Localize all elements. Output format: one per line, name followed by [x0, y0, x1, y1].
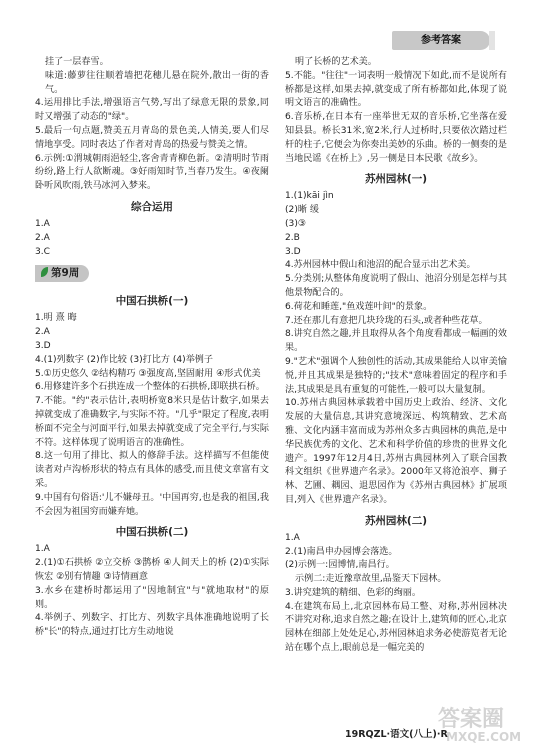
stone-bridge-1-answers	[35, 312, 269, 519]
answer-line: 6.示例:①渭城朝雨浥轻尘,客舍青青柳色新。②清明时节雨纷纷,路上行人欲断魂。③好雨知时节,当春乃发生。④夜阑卧听风吹雨,铁马冰河入梦来。	[35, 153, 269, 192]
badge-decoration	[489, 31, 495, 50]
answer-line: 味道:藤萝往往顺着墙把花穗儿悬在院外,散出一街的香气。	[45, 70, 269, 95]
answer-line: 3.讲究建筑的精细、色彩的绚丽。	[285, 587, 421, 598]
answer-line: 10.苏州古典园林承载着中国历史上政治、经济、文化发展的大量信息,其讲究意境深远、构筑精致、艺术高雅、文化内涵丰富而成为苏州众多古典园林的典范,是中华民族优秀的文化、艺术和科学价值的珍贵的世界文化遗产。1997年12月4日,苏州古典园林列入了联合国教科文组织《世界遗产名录》。2000年又将沧浪亭、狮子林、艺圃、耦园、退思园作为《苏州古典园林》扩展项目,列入《世界遗产名录》。	[285, 398, 507, 505]
answer-line: 1.明 熹 晦	[35, 313, 77, 324]
right-column	[285, 56, 507, 656]
answer-line: 1.A	[35, 218, 50, 229]
answer-line: 6.荷花和睡莲,"鱼戏莲叶间"的景象。	[285, 301, 433, 312]
answer-line: 2.(1)南昌申办园博会落选。	[285, 546, 398, 557]
answer-line: 9."艺术"强调个人独创性的活动,其成果能给人以审美愉悦,并且其成果是独特的;"技术"意味着固定的程序和手法,其成果是具有重复的可能性,一般可以大量复制。	[285, 356, 507, 395]
footer-code: 19RQZL·语文(八上)·R	[345, 729, 448, 740]
answer-line: 8.讲究自然之趣,并且取得从各个角度看都成一幅画的效果。	[285, 329, 507, 354]
answer-line: 5.分类别;从整体角度说明了假山、池沼分别是怎样与其他景物配合的。	[285, 274, 507, 298]
left-top-answers	[35, 56, 269, 194]
answer-line: 3.D	[285, 246, 301, 257]
answer-line: 1.A	[285, 532, 300, 543]
answer-key-badge: 参考答案	[392, 31, 490, 50]
answer-line: 5.不能。"往往"一词表明一般情况下如此,而不是说所有桥都是这样,如果去掉,就变成了所有桥都如此,体现了说明文语言的准确性。	[285, 70, 507, 109]
week-label-text: 第9周	[51, 267, 80, 280]
comprehensive-answers	[35, 218, 269, 259]
answer-line: 4.举例子、列数字、打比方、列数字具体准确地说明了长桥"长"的特点,通过打比方生动地说	[35, 613, 269, 638]
answer-line: 4.苏州园林中假山和池沼的配合显示出艺术美。	[285, 260, 476, 271]
answer-line: 挂了一层春雪。	[45, 57, 109, 67]
right-top-answers	[285, 56, 507, 166]
answer-line: 2.(1)①石拱桥 ②立交桥 ③鹊桥 ④人间天上的桥 (2)①实际恢宏 ②别有情趣 ③诗情画意	[35, 558, 269, 582]
section-title-comprehensive: 综合运用	[131, 200, 173, 213]
answer-line: 8.这一句用了排比、拟人的修辞手法。这样描写不但能使读者对卢沟桥形状的特点有具体的感受,而且使文章富有文采。	[35, 451, 269, 489]
answer-line: 9.中国有句俗语:'儿不嫌母丑。'中国再穷,也是我的祖国,我不会因为祖国穷而嫌弃她。	[35, 492, 269, 517]
answer-line: (2)示例一:园博情,南昌行。	[285, 560, 395, 571]
answer-line: 6.音乐桥,在日本有一座举世无双的音乐桥,它坐落在爱知县县。桥长31米,宽2米,行人过桥时,只要依次踏过栏杆的柱子,它便会为你奏出美妙的乐曲。桥的一侧奏的是当地民谣《在桥上》,另一侧是日本民歌《故乡》。	[285, 112, 507, 164]
answer-line: 示例二:走近豫章故里,品鉴天下园林。	[295, 574, 447, 585]
watermark-url: MXQE.COM	[446, 730, 522, 744]
section-title-suzhou-garden-2: 苏州园林(二)	[364, 514, 428, 527]
answer-line: (3)③	[285, 218, 307, 229]
answer-line: (2)晰 缓	[285, 205, 319, 216]
answer-line: 6.用修建许多个石拱连成一个整体的石拱桥,即联拱石桥。	[35, 382, 265, 393]
answer-line: 3.C	[35, 246, 51, 257]
answer-line: 3.D	[35, 340, 51, 351]
answer-line: 1.A	[35, 544, 50, 555]
leaf-icon	[41, 267, 48, 277]
answer-line: 4.运用排比手法,增强语言气势,写出了绿意无限的景象,同时又增强了动态的"绿"。	[35, 98, 269, 123]
week-label	[35, 265, 89, 282]
watermark-text: 答案圈	[438, 707, 505, 732]
answer-line: 2.A	[35, 232, 50, 243]
section-title-stone-bridge-1: 中国石拱桥(一)	[115, 295, 189, 308]
answer-line: 7.还在那儿有意把几块玲珑的石头,或者种些花草。	[285, 315, 488, 326]
suzhou-garden-1-answers	[285, 190, 507, 507]
stone-bridge-2-answers	[35, 543, 269, 640]
answer-line: 4.(1)列数字 (2)作比较 (3)打比方 (4)举例子	[35, 354, 213, 365]
section-title-stone-bridge-2: 中国石拱桥(二)	[115, 526, 189, 539]
watermark-logo	[438, 702, 530, 746]
answer-line: 7.不能。"约"表示估计,表明桥宽8米只是估计数字,如果去掉就变成了准确数字,与实际不符。"几乎"限定了程度,表明桥面不完全与河面平行,如果去掉就变成了完全平行,与实际不符。这样体现了说明语言的准确性。	[35, 396, 269, 448]
left-column	[35, 56, 269, 640]
answer-line: 5.①历史悠久 ②结构精巧 ③强度高,坚固耐用 ④形式优美	[35, 368, 261, 379]
answer-line: 3.水乡在建桥时都运用了"因地制宜"与"就地取材"的原则。	[35, 585, 269, 610]
answer-line: 明了长桥的艺术美。	[295, 57, 377, 67]
suzhou-garden-2-answers	[285, 532, 507, 656]
section-title-suzhou-garden-1: 苏州园林(一)	[364, 173, 428, 186]
answer-line: 5.最后一句点题,赞美五月青岛的景色美,人情美,要人们尽情地享受。同时表达了作者对青岛的热爱与赞美之情。	[35, 125, 269, 150]
answer-line: 1.(1)kāi jìn	[285, 191, 334, 202]
answer-line: 2.A	[35, 327, 50, 338]
answer-line: 2.B	[285, 232, 300, 243]
answer-line: 4.在建筑布局上,北京园林布局工整、对称,苏州园林决不讲究对称,追求自然之趣;在设计上,建筑师的匠心,北京园林在细部上处处足心,苏州园林追求务必使游览者无论站在哪个点上,眼前总是一幅完美的	[285, 601, 507, 654]
